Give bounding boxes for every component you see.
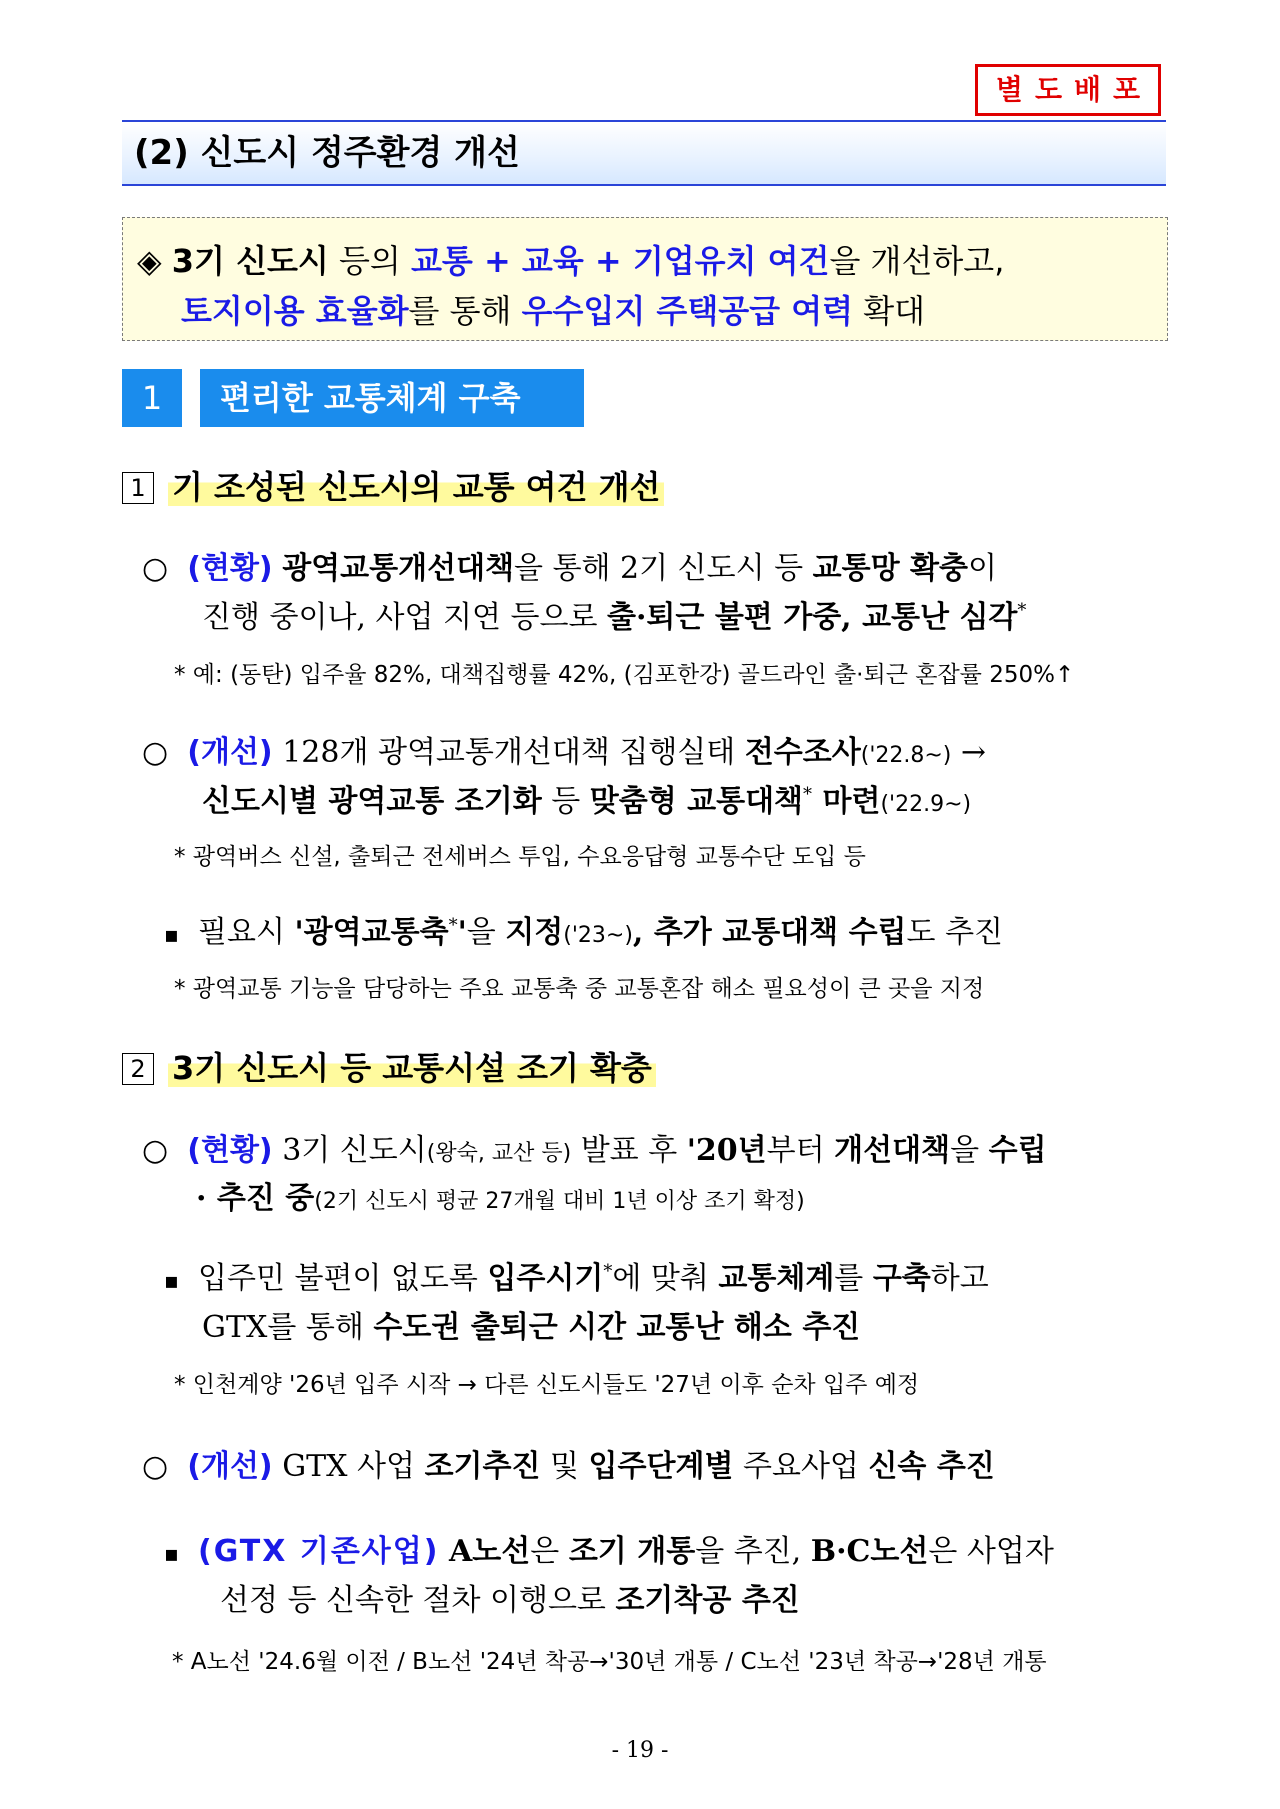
p3-l1-g: 추가 교통대책 수립 <box>653 915 907 950</box>
p4-l1-c: '20년 <box>686 1133 767 1168</box>
p2-l1-b: 전수조사 <box>744 735 861 770</box>
p2-l2-b: 등 <box>541 784 590 819</box>
p1-l2-b: 출·퇴근 불편 가중, 교통난 심각 <box>606 600 1018 635</box>
summary-box <box>122 217 1168 341</box>
p4-l1-g: 수립 <box>988 1133 1047 1168</box>
p2-l1-c: → <box>951 735 987 770</box>
p5-l1-g: 하고 <box>930 1261 989 1296</box>
square-bullet-icon: ▪ <box>164 923 179 948</box>
p2-l2-sm: ('22.9~) <box>880 792 972 817</box>
para-2-note: * 광역버스 신설, 출퇴근 전세버스 투입, 수요응답형 교통수단 도입 등 <box>174 844 866 870</box>
summary-l1-a: 3기 신도시 <box>171 242 329 280</box>
square-bullet-icon: ▪ <box>164 1269 179 1294</box>
p5-l1-f: 구축 <box>872 1261 931 1296</box>
p5-l1-a: 입주민 불편이 없도록 <box>198 1261 488 1296</box>
para-7-tag: (GTX 기존사업) <box>198 1534 440 1569</box>
p5-l2-b: 수도권 출퇴근 시간 교통난 해소 추진 <box>373 1310 861 1345</box>
p3-l1-b: '광역교통축 <box>294 915 449 950</box>
p1-l1-e: 이 <box>968 551 997 586</box>
subheading-1 <box>122 462 664 508</box>
para-6-line-1 <box>142 1441 995 1485</box>
p1-l1-b: 광역교통개선대책 <box>282 551 515 586</box>
circle-bullet-icon: ○ <box>142 551 169 586</box>
boxed-number-icon: 2 <box>122 1053 154 1085</box>
circle-bullet-icon: ○ <box>142 1449 169 1484</box>
p6-l1-d: 입주단계별 <box>588 1449 734 1484</box>
p3-l1-h: 도 추진 <box>906 915 1004 950</box>
para-4-line-2 <box>196 1173 805 1217</box>
square-bullet-icon: ▪ <box>164 1542 179 1567</box>
para-1-tag: (현황) <box>187 551 273 586</box>
p3-l1-c: ' <box>457 915 467 950</box>
p2-l2-d: 마련 <box>812 784 881 819</box>
separate-distribution-stamp: 별도배포 <box>975 64 1161 116</box>
p2-l2-a: 신도시별 광역교통 조기화 <box>202 784 542 819</box>
p1-l2-a: 진행 중이나, 사업 지연 등으로 <box>202 600 607 635</box>
p7-l1-c: 은 <box>530 1534 569 1569</box>
p3-l1-sup: * <box>448 915 458 936</box>
p7-l1-d: 조기 개통 <box>568 1534 696 1569</box>
part-title: 편리한 교통체계 구축 <box>200 369 584 427</box>
p7-l1-g: 은 사업자 <box>928 1534 1054 1569</box>
subheading-2 <box>122 1043 656 1089</box>
summary-l1-c: 교통 + 교육 + 기업유치 여건 <box>411 242 830 280</box>
para-2-tag: (개선) <box>187 735 273 770</box>
para-7-line-2 <box>220 1575 800 1619</box>
para-5-note: * 인천계양 '26년 입주 시작 → 다른 신도시들도 '27년 이후 순차 입주 예정 <box>174 1372 920 1398</box>
p3-l1-sm: ('23~) <box>563 923 633 948</box>
para-6-tag: (개선) <box>187 1449 273 1484</box>
para-5-line-2 <box>202 1302 860 1346</box>
p4-l1-b: 발표 후 <box>571 1133 687 1168</box>
summary-l2-b: 를 통해 <box>408 292 522 330</box>
p5-l1-d: 교통체계 <box>718 1261 835 1296</box>
circle-bullet-icon: ○ <box>142 735 169 770</box>
p3-l1-a: 필요시 <box>198 915 295 950</box>
p4-l1-e: 개선대책 <box>834 1133 951 1168</box>
subheading-1-title: 기 조성된 신도시의 교통 여건 개선 <box>168 468 664 506</box>
p7-l1-b: A노선 <box>449 1534 531 1569</box>
p4-l1-a: 3기 신도시 <box>272 1133 427 1168</box>
diamond-bullet-icon: ◈ <box>137 242 162 280</box>
p7-l1-f: B·C노선 <box>810 1534 929 1569</box>
para-4-tag: (현황) <box>187 1133 273 1168</box>
summary-line-2 <box>137 286 1167 336</box>
p4-l1-f: 을 <box>950 1133 989 1168</box>
p1-l1-c: 을 통해 2기 신도시 등 <box>514 551 813 586</box>
p7-l1-e: 을 추진, <box>695 1534 811 1569</box>
p6-l1-a: GTX 사업 <box>272 1449 425 1484</box>
p2-l2-sup: * <box>803 784 813 805</box>
summary-l1-b: 등의 <box>328 242 412 280</box>
p1-l1-d: 교통망 확충 <box>812 551 969 586</box>
p6-l1-c: 및 <box>540 1449 589 1484</box>
p3-l1-f: , <box>632 915 654 950</box>
p7-l2-b: 조기착공 추진 <box>615 1583 800 1618</box>
p6-l1-e: 주요사업 <box>733 1449 869 1484</box>
p4-l1-d: 부터 <box>766 1133 835 1168</box>
p4-l2-a: · 추진 중 <box>196 1181 315 1216</box>
p4-l2-sm: (2기 신도시 평균 27개월 대비 1년 이상 조기 확정) <box>314 1189 805 1214</box>
summary-l2-c: 우수입지 주택공급 여력 <box>521 292 854 330</box>
p5-l1-e: 를 <box>834 1261 873 1296</box>
para-1-note: * 예: (동탄) 입주율 82%, 대책집행률 42%, (김포한강) 골드라인 출·퇴근 혼잡률 250%↑ <box>174 662 1075 688</box>
para-1-line-2 <box>202 592 1026 636</box>
p6-l1-b: 조기추진 <box>424 1449 541 1484</box>
p1-l1-a <box>273 551 283 586</box>
circle-bullet-icon: ○ <box>142 1133 169 1168</box>
para-5-line-1 <box>164 1253 989 1297</box>
p2-l1-a: 128개 광역교통개선대책 집행실태 <box>272 735 745 770</box>
page-number: - 19 - <box>611 1738 669 1763</box>
part-number: 1 <box>122 369 182 427</box>
para-1-line-1 <box>142 543 997 587</box>
summary-l2-a: 토지이용 효율화 <box>181 292 409 330</box>
p6-l1-f: 신속 추진 <box>868 1449 995 1484</box>
summary-l2-d: 확대 <box>853 292 926 330</box>
section-title: (2) 신도시 정주환경 개선 <box>122 120 1166 186</box>
p7-l1-a <box>439 1534 449 1569</box>
p7-l2-a: 선정 등 신속한 절차 이행으로 <box>220 1583 616 1618</box>
summary-l1-d: 을 개선하고, <box>829 242 1005 280</box>
p1-l2-sup: * <box>1017 600 1027 621</box>
boxed-number-icon: 1 <box>122 472 154 504</box>
para-3-note: * 광역교통 기능을 담당하는 주요 교통축 중 교통혼잡 해소 필요성이 큰 곳을 지정 <box>174 976 985 1002</box>
p5-l2-a: GTX를 통해 <box>202 1310 374 1345</box>
para-2-line-1 <box>142 727 986 771</box>
p5-l1-sup: * <box>603 1261 613 1282</box>
summary-line-1 <box>137 236 1167 286</box>
p5-l1-b: 입주시기 <box>487 1261 604 1296</box>
para-4-line-1 <box>142 1125 1047 1169</box>
para-2-line-2 <box>202 776 971 820</box>
para-7-line-1 <box>164 1526 1054 1570</box>
p5-l1-c: 에 맞춰 <box>612 1261 719 1296</box>
p4-l1-sm: (왕숙, 교산 등) <box>426 1141 572 1166</box>
p3-l1-d: 을 <box>466 915 506 950</box>
para-3-line-1 <box>164 907 1003 951</box>
p2-l2-c: 맞춤형 교통대책 <box>589 784 804 819</box>
p3-l1-e: 지정 <box>505 915 564 950</box>
p2-l1-sm: ('22.8~) <box>860 743 952 768</box>
para-7-note: * A노선 '24.6월 이전 / B노선 '24년 착공→'30년 개통 / C노선 '23년 착공→'28년 개통 <box>172 1649 1047 1675</box>
subheading-2-title: 3기 신도시 등 교통시설 조기 확충 <box>168 1049 656 1087</box>
